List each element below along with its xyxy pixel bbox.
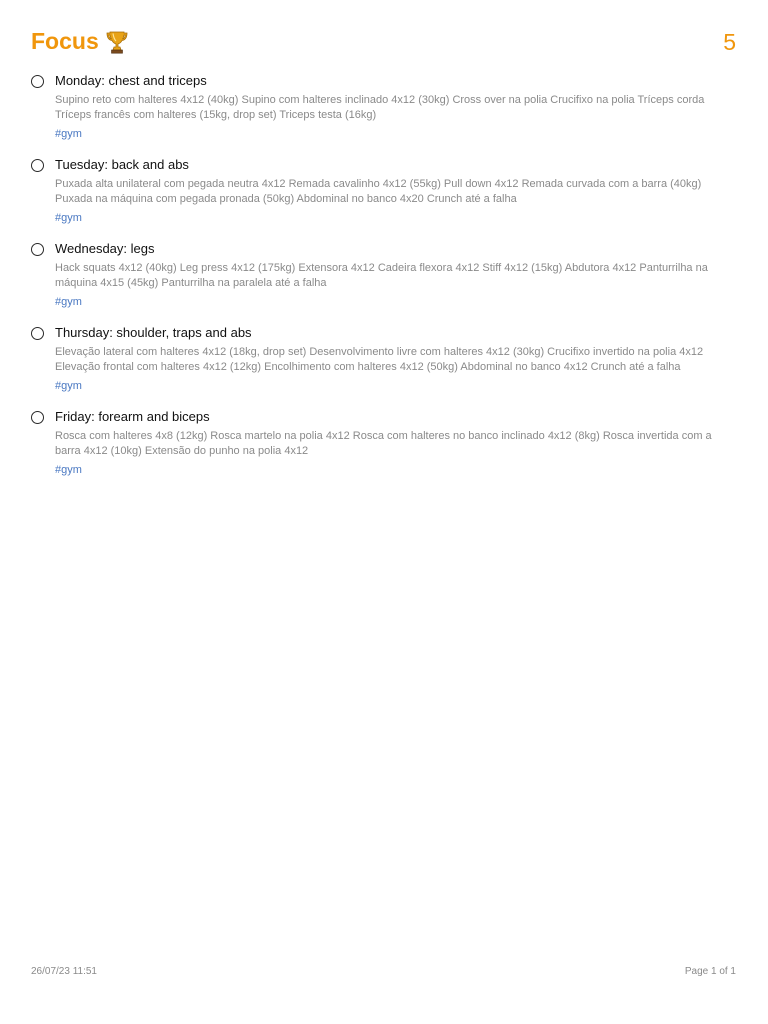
task-count: 5 [723, 29, 736, 55]
task-title: Wednesday: legs [55, 241, 155, 256]
task-checkbox[interactable] [31, 159, 44, 172]
task-checkbox[interactable] [31, 75, 44, 88]
task-notes: Rosca com halteres 4x8 (12kg) Rosca martelo na polia 4x12 Rosca com halteres no banco inclinado 4x12 (8kg) Rosca invertida com a barra 4x12 (10kg) Extensão do punho na polia 4x12 [55, 430, 712, 457]
task-item[interactable] [31, 72, 734, 141]
task-tag[interactable]: #gym [55, 464, 82, 476]
task-tag[interactable]: #gym [55, 212, 82, 224]
task-checkbox[interactable] [31, 327, 44, 340]
header [31, 28, 736, 60]
task-item[interactable] [31, 408, 734, 477]
task-tag[interactable]: #gym [55, 128, 82, 140]
task-title: Friday: forearm and biceps [55, 409, 210, 424]
task-item[interactable] [31, 324, 734, 393]
task-notes: Supino reto com halteres 4x12 (40kg) Supino com halteres inclinado 4x12 (30kg) Cross over na polia Crucifixo na polia Tríceps corda Tríceps francês com halteres (15kg, drop set) Triceps testa (16kg) [55, 94, 705, 121]
page-number: Page 1 of 1 [684, 966, 736, 977]
task-list [31, 72, 734, 492]
trophy-icon [105, 29, 129, 55]
task-checkbox[interactable] [31, 411, 44, 424]
task-checkbox[interactable] [31, 243, 44, 256]
task-item[interactable] [31, 156, 734, 225]
list-title [31, 28, 129, 55]
task-notes: Hack squats 4x12 (40kg) Leg press 4x12 (175kg) Extensora 4x12 Cadeira flexora 4x12 Stiff 4x12 (15kg) Abdutora 4x12 Panturrilha na máquina 4x15 (45kg) Panturrilha na paralela até a falha [55, 262, 708, 289]
task-title: Tuesday: back and abs [55, 157, 189, 172]
list-title-text: Focus [31, 28, 99, 54]
task-title: Monday: chest and triceps [55, 73, 207, 88]
task-tag[interactable]: #gym [55, 296, 82, 308]
task-title: Thursday: shoulder, traps and abs [55, 325, 252, 340]
task-notes: Elevação lateral com halteres 4x12 (18kg, drop set) Desenvolvimento livre com halteres 4x12 (30kg) Crucifixo invertido na polia 4x12 Elevação frontal com halteres 4x12 (12kg) Encolhimento com halteres 4x12 (50kg) Abdominal no banco 4x12 Crunch até a falha [55, 346, 704, 373]
print-date: 26/07/23 11:51 [31, 966, 97, 977]
task-tag[interactable]: #gym [55, 380, 82, 392]
task-notes: Puxada alta unilateral com pegada neutra 4x12 Remada cavalinho 4x12 (55kg) Pull down 4x12 Remada curvada com a barra (40kg) Puxada na máquina com pegada pronada (50kg) Abdominal no banco 4x20 Crunch até a falha [55, 178, 702, 205]
task-item[interactable] [31, 240, 734, 309]
